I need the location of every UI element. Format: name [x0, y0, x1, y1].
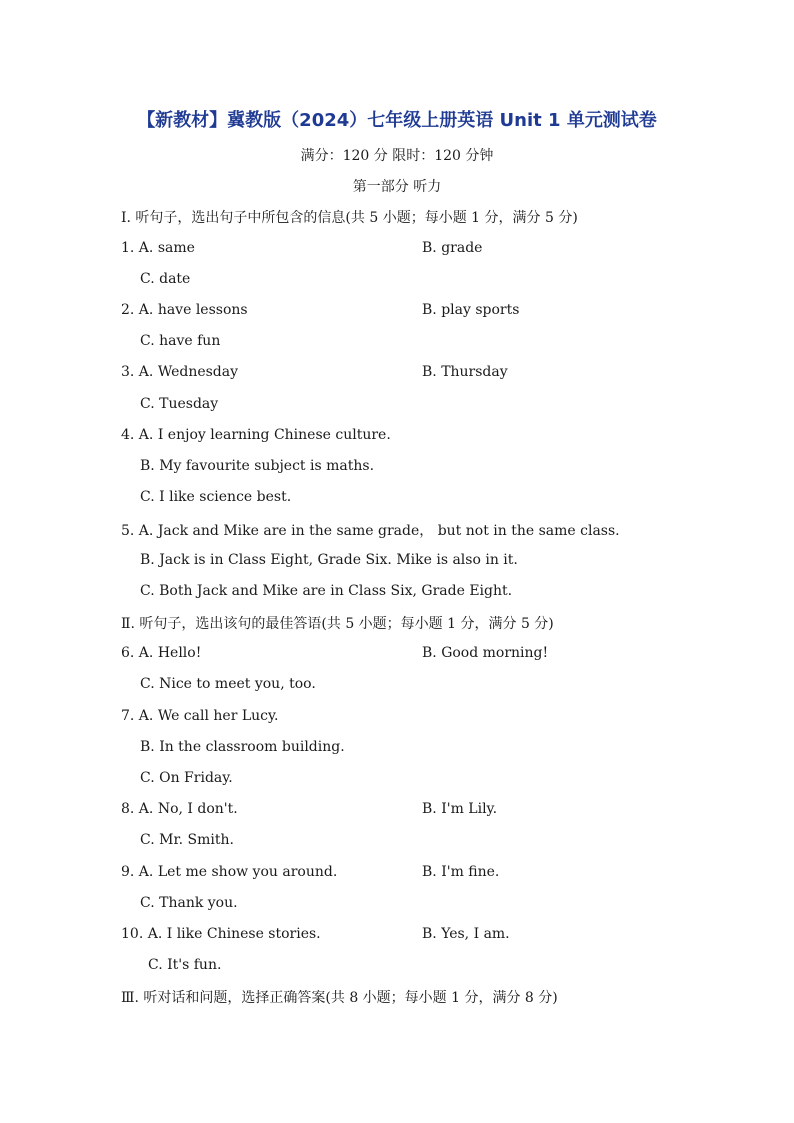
q10-option-c: C. It's fun. — [148, 957, 222, 973]
q7-option-c: C. On Friday. — [140, 770, 233, 786]
score-info: 满分：120 分 限时：120 分钟 — [300, 148, 494, 164]
q5-option-b: B. Jack is in Class Eight, Grade Six. Mike is also in it. — [140, 552, 518, 568]
q7-option-b: B. In the classroom building. — [140, 739, 345, 755]
q5-option-c: C. Both Jack and Mike are in Class Six, Grade Eight. — [140, 583, 513, 599]
page-title: 【新教材】冀教版（2024）七年级上册英语 Unit 1 单元测试卷 — [137, 110, 657, 131]
section-3-heading: Ⅲ. 听对话和问题，选择正确答案(共 8 小题；每小题 1 分，满分 8 分) — [121, 990, 558, 1006]
q6-option-c: C. Nice to meet you, too. — [140, 676, 316, 692]
q2-option-b: B. play sports — [422, 302, 520, 318]
q8-option-c: C. Mr. Smith. — [140, 832, 234, 848]
q1-option-c: C. date — [140, 271, 191, 287]
q2-option-c: C. have fun — [140, 333, 221, 349]
q10-option-b: B. Yes, I am. — [422, 926, 510, 942]
q7-option-a: 7. A. We call her Lucy. — [121, 708, 279, 724]
q6-option-b: B. Good morning! — [422, 645, 549, 661]
q9-option-c: C. Thank you. — [140, 895, 238, 911]
q1-option-a: 1. A. same — [121, 240, 195, 256]
q8-option-a: 8. A. No, I don't. — [121, 801, 238, 817]
q6-option-a: 6. A. Hello! — [121, 645, 202, 661]
q4-option-b: B. My favourite subject is maths. — [140, 458, 375, 474]
q3-option-b: B. Thursday — [422, 364, 508, 380]
q8-option-b: B. I'm Lily. — [422, 801, 498, 817]
q10-option-a: 10. A. I like Chinese stories. — [121, 926, 321, 942]
q1-option-b: B. grade — [422, 240, 483, 256]
part-heading: 第一部分 听力 — [352, 179, 442, 195]
q4-option-a: 4. A. I enjoy learning Chinese culture. — [121, 427, 391, 443]
q5-option-a: 5. A. Jack and Mike are in the same grade， but not in the same class. — [121, 523, 620, 539]
q4-option-c: C. I like science best. — [140, 489, 292, 505]
section-1-heading: Ⅰ. 听句子，选出句子中所包含的信息(共 5 小题；每小题 1 分，满分 5 分) — [121, 210, 578, 226]
section-2-heading: Ⅱ. 听句子，选出该句的最佳答语(共 5 小题；每小题 1 分，满分 5 分) — [121, 616, 554, 632]
q9-option-b: B. I'm fine. — [422, 864, 500, 880]
q2-option-a: 2. A. have lessons — [121, 302, 248, 318]
q9-option-a: 9. A. Let me show you around. — [121, 864, 338, 880]
q3-option-c: C. Tuesday — [140, 396, 219, 412]
q3-option-a: 3. A. Wednesday — [121, 364, 239, 380]
